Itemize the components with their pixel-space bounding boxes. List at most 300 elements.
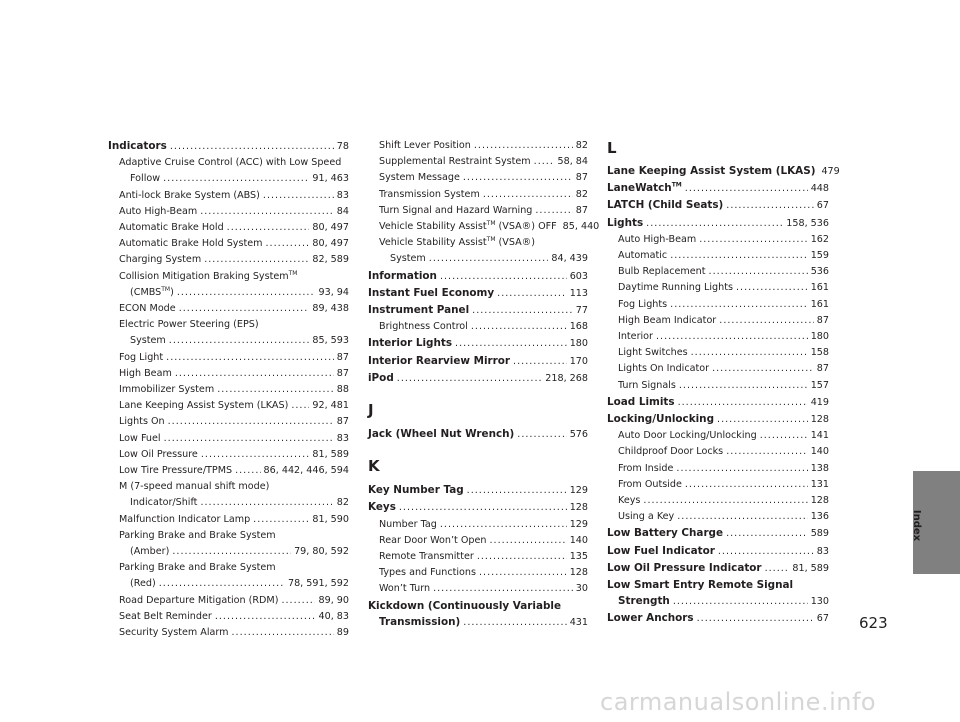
page-reference[interactable]: 83 <box>336 432 349 444</box>
index-term-text: LATCH (Child Seats) <box>607 199 724 212</box>
index-entry <box>368 533 588 549</box>
page-reference[interactable]: 159 <box>810 250 829 262</box>
index-term-text: Keys <box>618 495 641 507</box>
index-section-letter: L <box>607 139 617 157</box>
index-entry <box>108 350 349 366</box>
index-term-text: Low Fuel Indicator <box>607 544 715 557</box>
dot-leader <box>736 280 808 296</box>
index-term <box>119 398 288 414</box>
index-term-text: System <box>130 335 166 347</box>
index-term <box>119 382 214 398</box>
index-term-text: Remote Transmitter <box>379 551 474 563</box>
index-term-text: Lower Anchors <box>607 612 694 625</box>
index-term <box>618 345 688 361</box>
index-term <box>119 447 198 463</box>
dot-leader <box>266 236 310 252</box>
index-term-text: Indicator/Shift <box>130 497 198 509</box>
page-reference[interactable]: 128 <box>810 495 829 507</box>
index-entry-continued <box>108 560 349 576</box>
dot-leader <box>765 561 790 577</box>
index-entry <box>607 197 829 214</box>
index-term-text: Road Departure Mitigation (RDM) <box>119 594 279 606</box>
index-entry <box>108 188 349 204</box>
index-term <box>618 297 667 313</box>
index-entry <box>607 345 829 361</box>
dot-leader <box>163 171 309 187</box>
index-section-letter: K <box>368 457 380 476</box>
index-term <box>108 138 167 154</box>
index-term <box>379 517 437 533</box>
index-entry <box>108 366 349 382</box>
index-term <box>368 268 437 284</box>
index-entry <box>108 495 349 511</box>
index-term-text: Parking Brake and Brake System <box>119 529 276 541</box>
page-reference[interactable]: 479 <box>821 166 840 177</box>
page-reference[interactable]: 131 <box>810 478 829 490</box>
page-reference[interactable]: 87 <box>336 367 349 379</box>
index-entry <box>368 285 588 302</box>
index-term-text: Lights On <box>119 416 165 428</box>
dot-leader <box>670 297 808 313</box>
index-term-text: Transmission System <box>379 188 480 200</box>
page-reference[interactable]: 158, 536 <box>786 217 829 229</box>
dot-leader <box>656 329 808 345</box>
index-term <box>119 188 260 204</box>
index-entry <box>108 171 349 187</box>
index-term <box>119 414 165 430</box>
page-reference[interactable]: 88 <box>336 384 349 396</box>
dot-leader <box>479 565 567 581</box>
index-term <box>618 378 676 394</box>
index-entry-continued <box>108 269 349 285</box>
index-column-1 <box>108 138 349 641</box>
dot-leader <box>712 361 814 377</box>
index-term-text: Jack (Wheel Nut Wrench) <box>368 428 515 441</box>
index-term-text: High Beam <box>119 367 172 379</box>
page-reference[interactable]: 87 <box>575 172 588 184</box>
dot-leader <box>263 188 334 204</box>
page-reference[interactable]: 140 <box>810 446 829 458</box>
index-term-text: Light Switches <box>618 347 688 359</box>
page-reference[interactable]: 161 <box>810 298 829 310</box>
index-term <box>119 301 176 317</box>
dot-leader <box>685 181 808 197</box>
index-term-text: Low Oil Pressure <box>119 448 198 460</box>
index-entry <box>108 544 349 560</box>
page-reference[interactable]: 128 <box>810 414 829 426</box>
dot-leader <box>463 170 573 186</box>
index-term <box>368 353 510 369</box>
index-term <box>379 549 474 565</box>
page-reference[interactable]: 87 <box>336 416 349 428</box>
index-term <box>607 180 682 196</box>
index-term-text: High Beam Indicator <box>618 314 717 326</box>
index-term-text: Transmission) <box>379 615 461 628</box>
index-term-suffix: (VSA®) OFF <box>495 221 557 233</box>
dot-leader <box>709 264 808 280</box>
index-entry <box>607 477 829 493</box>
page-reference[interactable]: 180 <box>569 338 588 350</box>
page-reference[interactable]: 419 <box>810 396 829 408</box>
index-entry-continued <box>607 577 829 593</box>
page-reference[interactable]: 81, 589 <box>792 562 829 574</box>
index-entry <box>607 444 829 460</box>
index-term-text: Lights On Indicator <box>618 363 710 375</box>
index-term <box>390 251 426 267</box>
index-term <box>379 138 471 154</box>
dot-leader <box>433 581 573 597</box>
page-reference[interactable]: 136 <box>810 511 829 523</box>
index-term-text: Lane Keeping Assist System (LKAS) <box>119 400 289 412</box>
index-entry <box>108 625 349 641</box>
index-term-text: Automatic Brake Hold <box>119 222 224 234</box>
page-reference[interactable]: 81, 589 <box>312 448 349 460</box>
index-entry <box>108 301 349 317</box>
page-reference[interactable]: 78, 591, 592 <box>287 578 349 590</box>
page-reference[interactable]: 92, 481 <box>312 400 349 412</box>
dot-leader <box>673 594 808 610</box>
page-reference[interactable]: 81, 590 <box>312 513 349 525</box>
index-term <box>368 370 394 386</box>
dot-leader <box>232 625 334 641</box>
dot-leader <box>477 549 567 565</box>
dot-leader <box>726 526 808 542</box>
index-term <box>607 610 694 626</box>
index-entry <box>368 251 588 267</box>
index-term-text: Immobilizer System <box>119 384 215 396</box>
index-term-text: Low Smart Entry Remote Signal <box>607 579 794 592</box>
index-entry <box>108 414 349 430</box>
index-term-text: Turn Signal and Hazard Warning <box>379 204 533 216</box>
page-reference[interactable]: 89, 438 <box>312 303 349 315</box>
dot-leader <box>517 427 566 443</box>
index-entry <box>108 593 349 609</box>
index-term-text: iPod <box>368 371 394 384</box>
dot-leader <box>166 350 334 366</box>
dot-leader <box>168 414 334 430</box>
index-term-text: Interior Rearview Mirror <box>368 354 511 367</box>
index-term-text: Electric Power Steering (EPS) <box>119 319 259 331</box>
page-reference[interactable]: 82 <box>336 497 349 509</box>
index-entry <box>607 361 829 377</box>
index-term-text: Lights <box>607 216 644 229</box>
index-term-text: Low Battery Charge <box>607 527 724 540</box>
index-entry <box>368 170 588 186</box>
index-entry <box>108 220 349 236</box>
index-term <box>119 366 172 382</box>
index-term-text: Number Tag <box>379 518 437 530</box>
index-term <box>379 203 532 219</box>
page-reference[interactable]: 83 <box>816 545 829 557</box>
index-entry <box>607 411 829 428</box>
index-term-text: Types and Functions <box>379 567 476 579</box>
dot-leader <box>534 154 555 170</box>
index-term <box>618 444 723 460</box>
page-reference[interactable]: 576 <box>569 429 588 441</box>
page-number: 623 <box>859 614 888 632</box>
index-term-text: (CMBS <box>130 286 162 298</box>
index-term-text: Childproof Door Locks <box>618 446 724 458</box>
index-term <box>119 481 269 492</box>
index-entry <box>607 264 829 280</box>
index-term-text: Adaptive Cruise Control (ACC) with Low Speed <box>119 157 342 169</box>
index-term <box>119 431 161 447</box>
page-reference[interactable]: 80, 497 <box>312 222 349 234</box>
page-reference[interactable]: 162 <box>810 233 829 245</box>
index-term-text: Using a Key <box>618 511 675 523</box>
page-reference[interactable]: 128 <box>569 502 588 514</box>
index-term-text: Parking Brake and Brake System <box>119 562 276 574</box>
dot-leader <box>172 544 291 560</box>
index-term <box>618 248 667 264</box>
page-reference[interactable]: 218, 268 <box>545 372 588 384</box>
index-term-text: LaneWatch <box>607 182 672 195</box>
dot-leader <box>471 319 567 335</box>
index-term-text: Indicators <box>108 140 167 152</box>
index-entry <box>108 333 349 349</box>
page-reference[interactable]: 93, 94 <box>318 286 349 298</box>
index-entry <box>368 187 588 203</box>
index-term-text: Instrument Panel <box>368 304 470 317</box>
index-entry <box>368 370 588 387</box>
index-entry <box>108 431 349 447</box>
index-side-label: Index <box>911 509 923 542</box>
index-term <box>119 252 201 268</box>
page-reference[interactable]: 83 <box>336 189 349 201</box>
index-entry-continued <box>108 479 349 495</box>
index-term-text: Automatic <box>618 250 668 262</box>
index-term <box>119 157 341 168</box>
index-entry <box>607 461 829 477</box>
page-reference[interactable]: 157 <box>810 379 829 391</box>
page-reference[interactable]: 30 <box>575 583 588 595</box>
index-entry <box>108 138 349 155</box>
index-term-text: Shift Lever Position <box>379 140 471 151</box>
page-reference[interactable]: 141 <box>810 430 829 442</box>
index-entry <box>108 236 349 252</box>
page-reference[interactable]: 84 <box>336 205 349 217</box>
index-entry <box>607 329 829 345</box>
index-term-text: Collision Mitigation Braking System <box>119 270 289 282</box>
dot-leader <box>685 477 808 493</box>
index-term <box>618 232 696 248</box>
index-term-text: Vehicle Stability Assist <box>379 221 487 233</box>
index-term <box>119 562 276 573</box>
index-term <box>130 171 160 187</box>
index-entry <box>368 614 588 631</box>
page-reference[interactable]: 140 <box>569 534 588 546</box>
index-term <box>618 477 682 493</box>
page-reference[interactable]: 77 <box>575 305 588 317</box>
page-reference[interactable]: 89, 90 <box>318 594 349 606</box>
index-term <box>368 335 452 351</box>
index-term <box>607 411 714 427</box>
dot-leader <box>670 248 807 264</box>
index-entry <box>108 398 349 414</box>
dot-leader <box>235 463 260 479</box>
page-reference[interactable]: 113 <box>569 287 588 299</box>
index-term-text: Interior <box>618 331 653 343</box>
index-term <box>607 579 793 591</box>
index-term-text: Charging System <box>119 254 202 266</box>
index-entry <box>108 512 349 528</box>
index-term <box>368 302 469 318</box>
dot-leader <box>217 382 334 398</box>
index-term <box>379 187 480 203</box>
page-reference[interactable]: 129 <box>569 518 588 530</box>
index-entry <box>607 180 829 197</box>
index-entry <box>368 219 600 235</box>
index-entry <box>108 447 349 463</box>
index-term-text: Won’t Turn <box>379 583 431 595</box>
page-reference[interactable]: 67 <box>816 613 829 625</box>
page-reference[interactable]: 79, 80, 592 <box>294 546 349 558</box>
index-term <box>379 237 535 248</box>
page-reference[interactable]: 86, 442, 446, 594 <box>263 465 349 477</box>
page-reference[interactable]: 161 <box>810 282 829 294</box>
dot-leader <box>215 609 316 625</box>
index-term-text: Auto High-Beam <box>618 233 697 245</box>
index-entry <box>607 313 829 329</box>
index-term <box>607 215 643 231</box>
index-entry <box>607 593 829 610</box>
index-term-text: From Outside <box>618 478 682 490</box>
index-entry <box>368 302 588 319</box>
index-term <box>618 509 674 525</box>
page-reference[interactable]: 87 <box>816 314 829 326</box>
index-term-text: Anti-lock Brake System (ABS) <box>119 189 260 201</box>
index-term-text: Automatic Brake Hold System <box>119 238 263 250</box>
index-entry <box>607 428 829 444</box>
dot-leader <box>200 204 334 220</box>
trademark-superscript: TM <box>486 219 496 227</box>
dot-leader <box>472 303 573 319</box>
page-reference[interactable]: 603 <box>569 270 588 282</box>
index-entry <box>607 378 829 394</box>
index-term <box>379 154 531 170</box>
page-reference[interactable]: 158 <box>810 347 829 359</box>
index-term <box>379 581 430 597</box>
index-term <box>607 543 715 559</box>
index-term <box>130 544 169 560</box>
index-term <box>119 530 276 541</box>
index-term <box>119 463 232 479</box>
index-term-text: Security System Alarm <box>119 627 229 639</box>
page-reference[interactable]: 138 <box>810 462 829 474</box>
index-entry <box>108 463 349 479</box>
index-term <box>368 499 396 515</box>
dot-leader <box>677 509 807 525</box>
index-entry <box>368 581 588 597</box>
page-reference[interactable]: 135 <box>569 551 588 563</box>
index-entry <box>607 560 829 577</box>
index-term-text: Locking/Unlocking <box>607 413 715 426</box>
index-term-text: Fog Light <box>119 351 164 363</box>
index-term-text: Auto High-Beam <box>119 205 198 217</box>
index-term-text: (Amber) <box>130 546 170 558</box>
page-reference[interactable]: 431 <box>569 616 588 628</box>
index-term-text: Information <box>368 269 437 282</box>
index-term-text: Keys <box>368 501 396 514</box>
index-entry <box>108 382 349 398</box>
page-reference[interactable]: 448 <box>810 183 829 195</box>
index-term <box>368 426 514 442</box>
page-reference[interactable]: 91, 463 <box>312 173 349 185</box>
page-reference[interactable]: 85, 593 <box>312 335 349 347</box>
index-term <box>618 280 733 296</box>
index-entry <box>108 285 349 301</box>
page-reference[interactable]: 170 <box>569 355 588 367</box>
page-reference[interactable]: 84, 439 <box>551 253 588 265</box>
dot-leader <box>179 301 310 317</box>
index-term-text: From Inside <box>618 462 674 474</box>
page-reference[interactable]: 87 <box>575 204 588 216</box>
page-reference[interactable]: 180 <box>810 331 829 343</box>
page-reference[interactable]: 87 <box>336 351 349 363</box>
dot-leader <box>399 500 567 516</box>
page-reference[interactable]: 130 <box>810 596 829 608</box>
index-term-text: Fog Lights <box>618 298 668 310</box>
page-reference[interactable]: 87 <box>816 363 829 375</box>
page-reference[interactable]: 129 <box>569 485 588 497</box>
index-term <box>119 625 229 641</box>
index-entry <box>368 319 588 335</box>
page-reference[interactable]: 168 <box>569 321 588 333</box>
page-reference[interactable]: 85, 440 <box>562 221 600 233</box>
page-reference[interactable]: 40, 83 <box>318 610 349 622</box>
index-term-text: Low Fuel <box>119 432 161 444</box>
page-reference[interactable]: 89 <box>336 627 349 639</box>
index-entry-continued <box>368 235 588 251</box>
index-term-text: Rear Door Won’t Open <box>379 534 487 546</box>
index-term <box>618 264 706 280</box>
page-reference[interactable]: 536 <box>810 266 829 278</box>
index-entry <box>607 215 829 232</box>
index-term-text: Bulb Replacement <box>618 266 706 278</box>
index-term-text: Auto Door Locking/Unlocking <box>618 430 757 442</box>
dot-leader <box>679 378 808 394</box>
page-reference[interactable]: 67 <box>816 200 829 212</box>
index-term <box>130 576 156 592</box>
page-reference[interactable]: 82 <box>575 188 588 200</box>
index-term-text: (Red) <box>130 578 156 590</box>
trademark-superscript: TM <box>486 236 496 244</box>
index-entry <box>368 426 588 443</box>
index-term <box>618 461 673 477</box>
index-term <box>119 271 297 282</box>
page-reference[interactable]: 58, 84 <box>557 156 588 168</box>
index-term <box>379 170 460 186</box>
page-reference[interactable]: 78 <box>336 141 349 152</box>
page-reference[interactable]: 589 <box>810 528 829 540</box>
index-term <box>130 495 197 511</box>
dot-leader <box>726 198 814 214</box>
page-reference[interactable]: 82, 589 <box>312 254 349 266</box>
dot-leader <box>717 412 808 428</box>
index-entry-continued <box>108 317 349 333</box>
index-term-text: Vehicle Stability Assist <box>379 237 487 249</box>
page-reference[interactable]: 128 <box>569 567 588 579</box>
index-entry <box>607 493 829 509</box>
index-entry <box>607 248 829 264</box>
index-term <box>607 560 762 576</box>
page-reference[interactable]: 82 <box>575 140 588 151</box>
index-entry <box>108 252 349 268</box>
page-reference[interactable]: 80, 497 <box>312 238 349 250</box>
index-term-text: Low Tire Pressure/TPMS <box>119 465 233 477</box>
dot-leader <box>483 187 573 203</box>
index-term <box>368 482 464 498</box>
